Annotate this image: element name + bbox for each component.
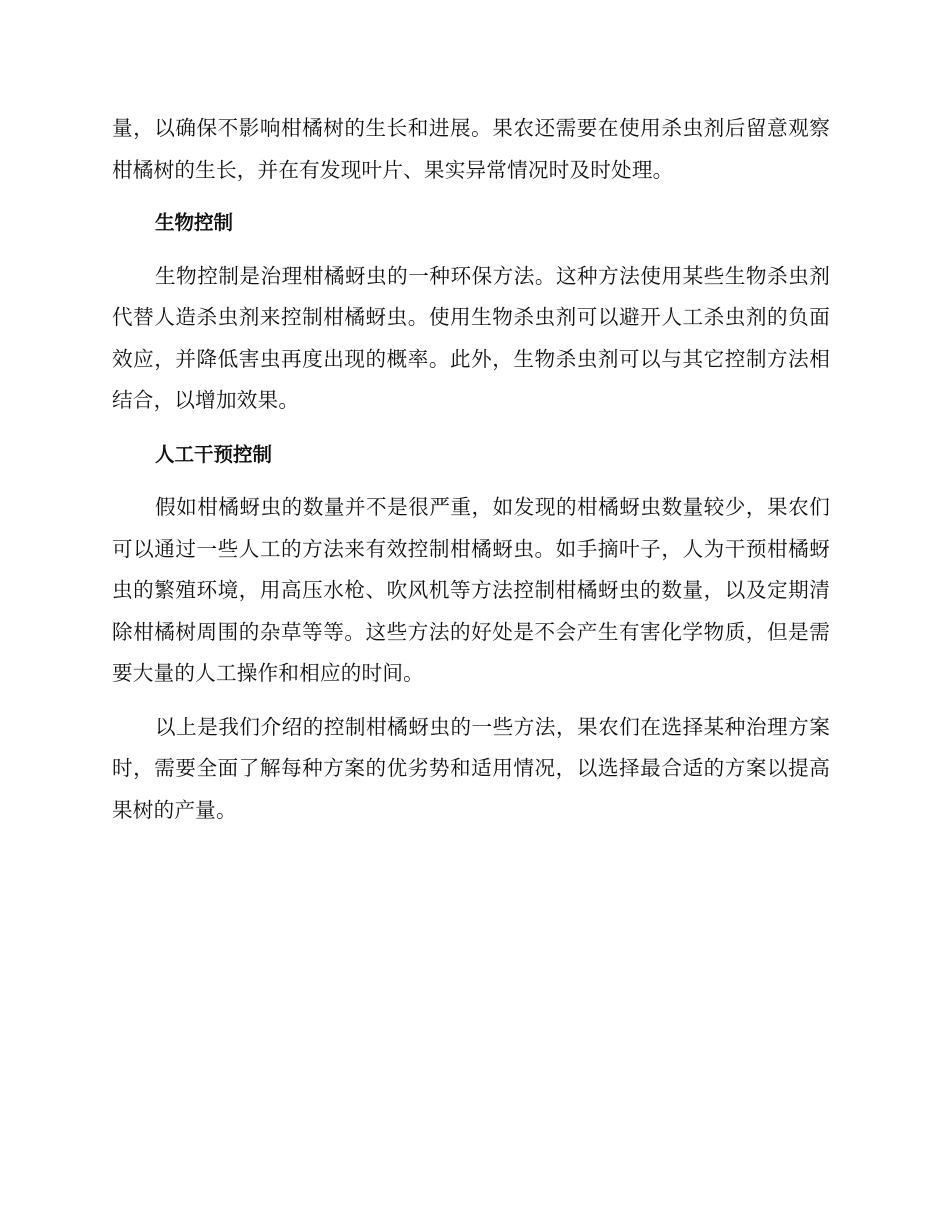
conclusion-paragraph: 以上是我们介绍的控制柑橘蚜虫的一些方法，果农们在选择某种治理方案时，需要全面了解每种方案的优劣势和适用情况，以选择最合适的方案以提高果树的产量。 xyxy=(112,714,830,822)
section-heading-manual-control: 人工干预控制 xyxy=(155,442,273,466)
biological-control-paragraph: 生物控制是治理柑橘蚜虫的一种环保方法。这种方法使用某些生物杀虫剂代替人造杀虫剂来控制柑橘蚜虫。使用生物杀虫剂可以避开人工杀虫剂的负面效应，并降低害虫再度出现的概率。此外，生物杀虫剂可以与其它控制方法相结合，以增加效果。 xyxy=(112,263,830,412)
manual-control-paragraph: 假如柑橘蚜虫的数量并不是很严重，如发现的柑橘蚜虫数量较少，果农们可以通过一些人工的方法来有效控制柑橘蚜虫。如手摘叶子，人为干预柑橘蚜虫的繁殖环境，用高压水枪、吹风机等方法控制柑橘蚜虫的数量，以及定期清除柑橘树周围的杂草等等。这些方法的好处是不会产生有害化学物质，但是需要大量的人工操作和相应的时间。 xyxy=(112,495,830,685)
section-heading-biological-control: 生物控制 xyxy=(155,211,234,234)
continuation-paragraph: 量，以确保不影响柑橘树的生长和进展。果农还需要在使用杀虫剂后留意观察柑橘树的生长，并在有发现叶片、果实异常情况时及时处理。 xyxy=(112,116,830,182)
document-body xyxy=(112,108,830,831)
